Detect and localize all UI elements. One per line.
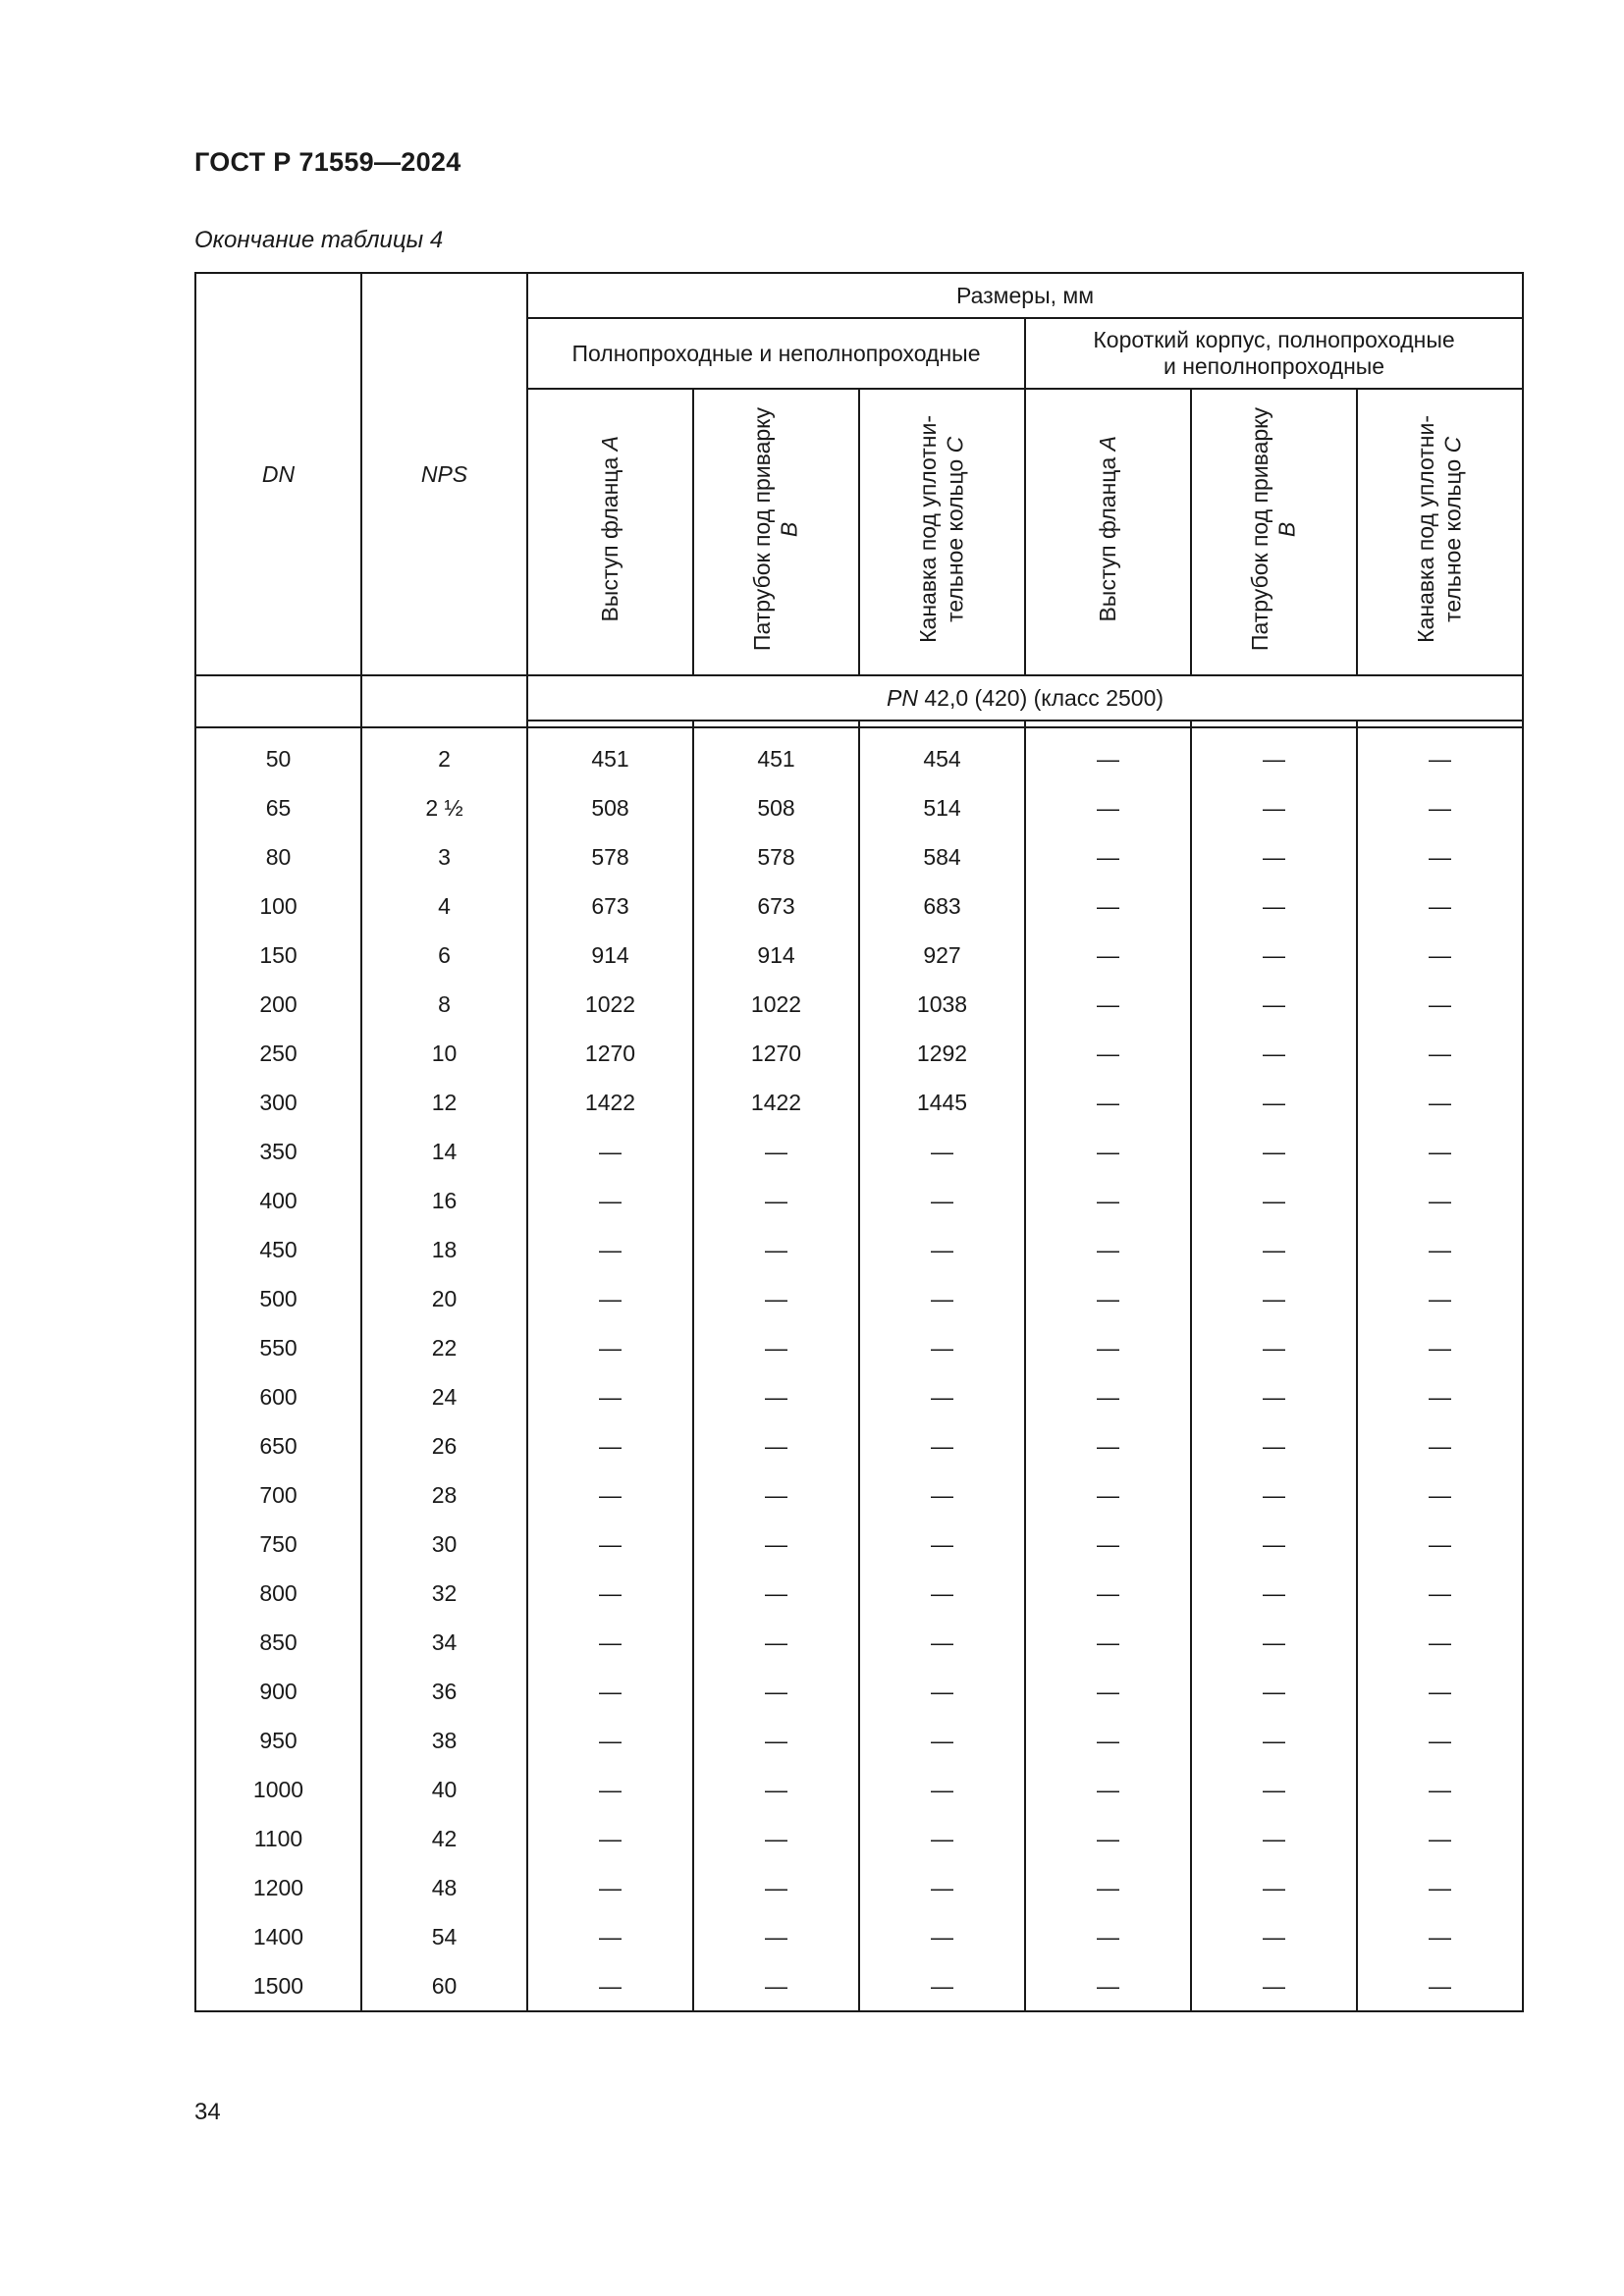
header-weld-nozzle-b — [693, 389, 859, 675]
cell-short-flange-a: — — [1025, 1716, 1191, 1765]
cell-flange-a: 578 — [527, 832, 693, 881]
caption-text: Окончание таблицы — [194, 227, 424, 253]
cell-dn: 400 — [195, 1176, 361, 1225]
cell-dn: 600 — [195, 1372, 361, 1421]
cell-short-nozzle-b: — — [1191, 1372, 1357, 1421]
short-nozzle-b-letter: B — [1273, 521, 1300, 537]
cell-groove-c: — — [859, 1176, 1025, 1225]
cell-flange-a: 1022 — [527, 980, 693, 1029]
cell-nozzle-b: — — [693, 1716, 859, 1765]
cell-dn: 1200 — [195, 1863, 361, 1912]
short-flange-a-letter: A — [1094, 436, 1120, 452]
cell-dn: 1500 — [195, 1961, 361, 2011]
table-caption — [194, 227, 443, 254]
cell-nps: 24 — [361, 1372, 527, 1421]
cell-dn: 500 — [195, 1274, 361, 1323]
cell-short-flange-a: — — [1025, 1863, 1191, 1912]
cell-short-groove-c: — — [1357, 1078, 1523, 1127]
cell-short-nozzle-b: — — [1191, 1323, 1357, 1372]
cell-dn: 1000 — [195, 1765, 361, 1814]
cell-nozzle-b: 1270 — [693, 1029, 859, 1078]
cell-short-flange-a: — — [1025, 1667, 1191, 1716]
cell-short-nozzle-b: — — [1191, 1912, 1357, 1961]
cell-short-flange-a: — — [1025, 832, 1191, 881]
cell-short-flange-a: — — [1025, 1961, 1191, 2011]
cell-nozzle-b: — — [693, 1814, 859, 1863]
cell-groove-c: — — [859, 1667, 1025, 1716]
cell-nps: 32 — [361, 1569, 527, 1618]
cell-flange-a: — — [527, 1127, 693, 1176]
cell-short-nozzle-b: — — [1191, 1421, 1357, 1470]
cell-flange-a: — — [527, 1470, 693, 1520]
cell-short-groove-c: — — [1357, 783, 1523, 832]
table-row — [195, 783, 1523, 832]
cell-short-groove-c: — — [1357, 931, 1523, 980]
cell-groove-c: — — [859, 1372, 1025, 1421]
cell-short-groove-c: — — [1357, 1667, 1523, 1716]
cell-nps: 30 — [361, 1520, 527, 1569]
cell-short-flange-a: — — [1025, 1176, 1191, 1225]
table-row — [195, 1225, 1523, 1274]
cell-flange-a: — — [527, 1814, 693, 1863]
table-row — [195, 1029, 1523, 1078]
cell-short-flange-a: — — [1025, 1225, 1191, 1274]
header-group-short-body — [1025, 318, 1523, 389]
cell-nps: 14 — [361, 1127, 527, 1176]
cell-nps: 60 — [361, 1961, 527, 2011]
cell-flange-a: 914 — [527, 931, 693, 980]
cell-nps: 48 — [361, 1863, 527, 1912]
table-row — [195, 1667, 1523, 1716]
cell-nozzle-b: — — [693, 1176, 859, 1225]
header-pressure-class — [527, 675, 1523, 721]
cell-short-groove-c: — — [1357, 1961, 1523, 2011]
cell-short-nozzle-b: — — [1191, 1618, 1357, 1667]
short-groove-c-text1: Канавка под уплотни- — [1412, 415, 1438, 643]
cell-dn: 550 — [195, 1323, 361, 1372]
cell-flange-a: 451 — [527, 727, 693, 783]
cell-short-flange-a: — — [1025, 980, 1191, 1029]
pn-value: 42,0 (420) (класс 2500) — [917, 684, 1164, 711]
cell-short-groove-c: — — [1357, 1618, 1523, 1667]
cell-nozzle-b: 508 — [693, 783, 859, 832]
cell-flange-a: 1422 — [527, 1078, 693, 1127]
table-row — [195, 1912, 1523, 1961]
table-row — [195, 1372, 1523, 1421]
page-number: 34 — [194, 2099, 221, 2125]
short-nozzle-b-text: Патрубок под приварку — [1246, 406, 1272, 652]
cell-groove-c: — — [859, 1912, 1025, 1961]
cell-short-flange-a: — — [1025, 1618, 1191, 1667]
cell-groove-c: 584 — [859, 832, 1025, 881]
cell-nps: 20 — [361, 1274, 527, 1323]
cell-dn: 65 — [195, 783, 361, 832]
cell-nozzle-b: — — [693, 1421, 859, 1470]
header-nps: NPS — [361, 273, 527, 675]
nozzle-b-letter: B — [776, 521, 802, 537]
cell-groove-c: — — [859, 1814, 1025, 1863]
table-row — [195, 1569, 1523, 1618]
table-row — [195, 1470, 1523, 1520]
header-dn-cont — [195, 675, 361, 721]
cell-dn: 700 — [195, 1470, 361, 1520]
cell-short-flange-a: — — [1025, 783, 1191, 832]
cell-dn: 950 — [195, 1716, 361, 1765]
cell-nps: 26 — [361, 1421, 527, 1470]
cell-flange-a: 1270 — [527, 1029, 693, 1078]
cell-flange-a: — — [527, 1225, 693, 1274]
cell-nozzle-b: 451 — [693, 727, 859, 783]
cell-short-flange-a: — — [1025, 1078, 1191, 1127]
cell-groove-c: — — [859, 1225, 1025, 1274]
cell-groove-c: 927 — [859, 931, 1025, 980]
cell-short-groove-c: — — [1357, 881, 1523, 931]
cell-dn: 250 — [195, 1029, 361, 1078]
cell-short-nozzle-b: — — [1191, 1569, 1357, 1618]
cell-flange-a: — — [527, 1716, 693, 1765]
cell-nps: 18 — [361, 1225, 527, 1274]
cell-short-nozzle-b: — — [1191, 1029, 1357, 1078]
cell-short-groove-c: — — [1357, 1814, 1523, 1863]
cell-short-flange-a: — — [1025, 1569, 1191, 1618]
cell-dn: 300 — [195, 1078, 361, 1127]
cell-nps: 4 — [361, 881, 527, 931]
cell-nps: 6 — [361, 931, 527, 980]
short-groove-c-text2: тельное кольцо — [1439, 453, 1466, 622]
table-row — [195, 1863, 1523, 1912]
header-flange-protrusion-a — [527, 389, 693, 675]
cell-nozzle-b: — — [693, 1667, 859, 1716]
caption-table-number: 4 — [429, 227, 444, 253]
cell-short-nozzle-b: — — [1191, 832, 1357, 881]
cell-nozzle-b: — — [693, 1569, 859, 1618]
cell-nps: 42 — [361, 1814, 527, 1863]
group-short-line1: Короткий корпус, полнопроходные — [1093, 327, 1455, 352]
cell-nps: 16 — [361, 1176, 527, 1225]
cell-nozzle-b: — — [693, 1274, 859, 1323]
cell-flange-a: 508 — [527, 783, 693, 832]
cell-short-flange-a: — — [1025, 1520, 1191, 1569]
cell-nps: 36 — [361, 1667, 527, 1716]
cell-nozzle-b: — — [693, 1225, 859, 1274]
table-row — [195, 1421, 1523, 1470]
table-row — [195, 727, 1523, 783]
cell-short-flange-a: — — [1025, 1323, 1191, 1372]
cell-nozzle-b: — — [693, 1520, 859, 1569]
cell-flange-a: — — [527, 1667, 693, 1716]
cell-short-nozzle-b: — — [1191, 931, 1357, 980]
table-row — [195, 1618, 1523, 1667]
cell-flange-a: — — [527, 1323, 693, 1372]
cell-short-flange-a: — — [1025, 1765, 1191, 1814]
cell-short-nozzle-b: — — [1191, 1716, 1357, 1765]
flange-a-text: Выступ фланца — [596, 451, 623, 622]
cell-groove-c: 1292 — [859, 1029, 1025, 1078]
table-row — [195, 1765, 1523, 1814]
cell-nps: 28 — [361, 1470, 527, 1520]
cell-short-groove-c: — — [1357, 1225, 1523, 1274]
dimensions-table — [194, 272, 1524, 2012]
cell-nozzle-b: — — [693, 1372, 859, 1421]
cell-short-flange-a: — — [1025, 1421, 1191, 1470]
cell-groove-c: — — [859, 1127, 1025, 1176]
table-row — [195, 1176, 1523, 1225]
cell-dn: 850 — [195, 1618, 361, 1667]
cell-groove-c: — — [859, 1421, 1025, 1470]
cell-nozzle-b: — — [693, 1323, 859, 1372]
cell-groove-c: — — [859, 1765, 1025, 1814]
cell-short-groove-c: — — [1357, 980, 1523, 1029]
cell-short-flange-a: — — [1025, 1127, 1191, 1176]
cell-short-groove-c: — — [1357, 727, 1523, 783]
header-separator — [195, 721, 1523, 727]
cell-short-nozzle-b: — — [1191, 980, 1357, 1029]
flange-a-letter: A — [596, 436, 623, 452]
cell-dn: 50 — [195, 727, 361, 783]
cell-dn: 80 — [195, 832, 361, 881]
cell-short-flange-a: — — [1025, 1912, 1191, 1961]
cell-short-groove-c: — — [1357, 1323, 1523, 1372]
cell-short-flange-a: — — [1025, 881, 1191, 931]
cell-short-nozzle-b: — — [1191, 1274, 1357, 1323]
cell-short-flange-a: — — [1025, 1274, 1191, 1323]
cell-groove-c: 1445 — [859, 1078, 1025, 1127]
cell-dn: 150 — [195, 931, 361, 980]
cell-dn: 800 — [195, 1569, 361, 1618]
cell-short-nozzle-b: — — [1191, 1127, 1357, 1176]
table-row — [195, 881, 1523, 931]
cell-nps: 3 — [361, 832, 527, 881]
cell-nozzle-b: 1422 — [693, 1078, 859, 1127]
table-row — [195, 832, 1523, 881]
cell-short-nozzle-b: — — [1191, 1176, 1357, 1225]
cell-dn: 100 — [195, 881, 361, 931]
cell-flange-a: — — [527, 1765, 693, 1814]
cell-dn: 1100 — [195, 1814, 361, 1863]
cell-nps: 10 — [361, 1029, 527, 1078]
cell-groove-c: — — [859, 1323, 1025, 1372]
cell-nozzle-b: — — [693, 1765, 859, 1814]
cell-groove-c: — — [859, 1961, 1025, 2011]
cell-nozzle-b: — — [693, 1618, 859, 1667]
cell-nps: 34 — [361, 1618, 527, 1667]
cell-flange-a: — — [527, 1520, 693, 1569]
cell-flange-a: — — [527, 1372, 693, 1421]
cell-dn: 200 — [195, 980, 361, 1029]
cell-dn: 900 — [195, 1667, 361, 1716]
table-row — [195, 1274, 1523, 1323]
cell-short-groove-c: — — [1357, 1274, 1523, 1323]
cell-dn: 750 — [195, 1520, 361, 1569]
cell-short-flange-a: — — [1025, 727, 1191, 783]
cell-short-nozzle-b: — — [1191, 1863, 1357, 1912]
cell-flange-a: — — [527, 1421, 693, 1470]
cell-groove-c: 514 — [859, 783, 1025, 832]
group-short-line2: и неполнопроходные — [1163, 353, 1385, 379]
cell-short-nozzle-b: — — [1191, 1765, 1357, 1814]
cell-dn: 350 — [195, 1127, 361, 1176]
cell-short-groove-c: — — [1357, 1029, 1523, 1078]
document-code: ГОСТ Р 71559—2024 — [194, 147, 461, 177]
cell-short-nozzle-b: — — [1191, 1667, 1357, 1716]
cell-nozzle-b: — — [693, 1961, 859, 2011]
cell-nozzle-b: 1022 — [693, 980, 859, 1029]
cell-nps: 22 — [361, 1323, 527, 1372]
cell-short-groove-c: — — [1357, 1372, 1523, 1421]
cell-flange-a: — — [527, 1618, 693, 1667]
cell-groove-c: 683 — [859, 881, 1025, 931]
cell-groove-c: — — [859, 1520, 1025, 1569]
cell-nps: 2 — [361, 727, 527, 783]
cell-nozzle-b: — — [693, 1127, 859, 1176]
table-row — [195, 1961, 1523, 2011]
cell-groove-c: — — [859, 1618, 1025, 1667]
cell-dn: 450 — [195, 1225, 361, 1274]
cell-groove-c: — — [859, 1863, 1025, 1912]
cell-groove-c: — — [859, 1274, 1025, 1323]
cell-nps: 12 — [361, 1078, 527, 1127]
cell-short-nozzle-b: — — [1191, 783, 1357, 832]
groove-c-text2: тельное кольцо — [942, 453, 968, 622]
cell-groove-c: — — [859, 1716, 1025, 1765]
cell-short-nozzle-b: — — [1191, 1814, 1357, 1863]
header-short-ring-groove-c — [1357, 389, 1523, 675]
cell-short-nozzle-b: — — [1191, 1225, 1357, 1274]
cell-nozzle-b: — — [693, 1912, 859, 1961]
cell-short-nozzle-b: — — [1191, 1520, 1357, 1569]
cell-dn: 650 — [195, 1421, 361, 1470]
table-row — [195, 1814, 1523, 1863]
header-ring-groove-c — [859, 389, 1025, 675]
cell-short-groove-c: — — [1357, 1863, 1523, 1912]
header-short-weld-nozzle-b — [1191, 389, 1357, 675]
cell-flange-a: — — [527, 1961, 693, 2011]
cell-short-nozzle-b: — — [1191, 1078, 1357, 1127]
cell-short-groove-c: — — [1357, 1470, 1523, 1520]
cell-short-nozzle-b: — — [1191, 727, 1357, 783]
cell-nps: 40 — [361, 1765, 527, 1814]
cell-short-groove-c: — — [1357, 1912, 1523, 1961]
cell-flange-a: 673 — [527, 881, 693, 931]
cell-nozzle-b: — — [693, 1470, 859, 1520]
cell-groove-c: 454 — [859, 727, 1025, 783]
cell-short-groove-c: — — [1357, 1176, 1523, 1225]
cell-groove-c: — — [859, 1470, 1025, 1520]
cell-nozzle-b: — — [693, 1863, 859, 1912]
cell-short-nozzle-b: — — [1191, 1961, 1357, 2011]
cell-short-nozzle-b: — — [1191, 1470, 1357, 1520]
table-row — [195, 1716, 1523, 1765]
cell-nps: 8 — [361, 980, 527, 1029]
cell-short-nozzle-b: — — [1191, 881, 1357, 931]
cell-flange-a: — — [527, 1569, 693, 1618]
cell-nozzle-b: 578 — [693, 832, 859, 881]
cell-short-groove-c: — — [1357, 832, 1523, 881]
cell-short-flange-a: — — [1025, 1814, 1191, 1863]
header-group-full-bore: Полнопроходные и неполнопроходные — [527, 318, 1025, 389]
cell-short-groove-c: — — [1357, 1765, 1523, 1814]
short-flange-a-text: Выступ фланца — [1094, 451, 1120, 622]
table-row — [195, 1323, 1523, 1372]
cell-flange-a: — — [527, 1912, 693, 1961]
nozzle-b-text: Патрубок под приварку — [748, 406, 775, 652]
cell-nps: 38 — [361, 1716, 527, 1765]
cell-nozzle-b: 673 — [693, 881, 859, 931]
header-sizes: Размеры, мм — [527, 273, 1523, 318]
table-row — [195, 980, 1523, 1029]
cell-flange-a: — — [527, 1274, 693, 1323]
groove-c-text1: Канавка под уплотни- — [914, 415, 941, 643]
cell-flange-a: — — [527, 1863, 693, 1912]
pn-prefix: PN — [887, 684, 918, 711]
short-groove-c-letter: C — [1439, 436, 1466, 454]
cell-short-groove-c: — — [1357, 1127, 1523, 1176]
cell-nps: 2 ½ — [361, 783, 527, 832]
cell-groove-c: 1038 — [859, 980, 1025, 1029]
cell-short-flange-a: — — [1025, 1470, 1191, 1520]
cell-short-flange-a: — — [1025, 931, 1191, 980]
header-nps-cont — [361, 675, 527, 721]
cell-groove-c: — — [859, 1569, 1025, 1618]
cell-short-groove-c: — — [1357, 1569, 1523, 1618]
cell-short-flange-a: — — [1025, 1372, 1191, 1421]
header-short-flange-protrusion-a — [1025, 389, 1191, 675]
table-row — [195, 1078, 1523, 1127]
cell-short-flange-a: — — [1025, 1029, 1191, 1078]
cell-flange-a: — — [527, 1176, 693, 1225]
cell-short-groove-c: — — [1357, 1716, 1523, 1765]
cell-dn: 1400 — [195, 1912, 361, 1961]
cell-short-groove-c: — — [1357, 1520, 1523, 1569]
table-row — [195, 931, 1523, 980]
table-row — [195, 1520, 1523, 1569]
table-row — [195, 1127, 1523, 1176]
cell-short-groove-c: — — [1357, 1421, 1523, 1470]
header-dn: DN — [195, 273, 361, 675]
cell-nps: 54 — [361, 1912, 527, 1961]
cell-nozzle-b: 914 — [693, 931, 859, 980]
groove-c-letter: C — [942, 436, 968, 454]
